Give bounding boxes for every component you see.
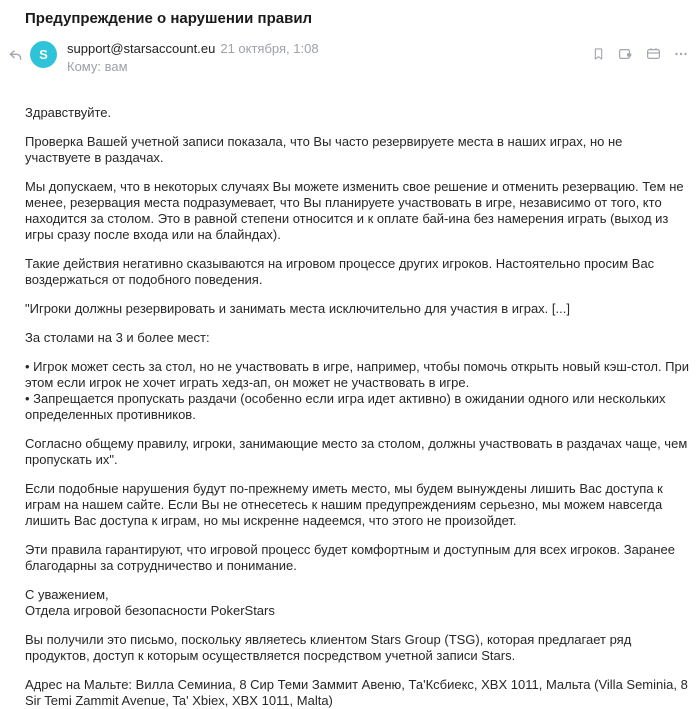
paragraph: Такие действия негативно сказываются на игровом процессе других игроков. Настоятельно просим Вас воздержаться от подобного поведения.: [25, 256, 655, 287]
paragraph-greeting: Здравствуйте.: [25, 105, 112, 120]
signature-line: С уважением,: [25, 587, 109, 602]
folder-move-icon[interactable]: [618, 47, 633, 61]
recipient-label: Кому: вам: [67, 59, 128, 74]
signature: [25, 587, 690, 619]
paragraph-quote-end: Согласно общему правилу, игроки, занимающие место за столом, должны участвовать в раздачах чаще, чем пропускать их".: [25, 436, 688, 467]
message-actions: [592, 47, 688, 61]
paragraph: Если подобные нарушения будут по-прежнему иметь место, мы будем вынуждены лишить Вас доступа к играм на нашем сайте. Если Вы не отнесетесь к нашим предупреждениям серьезно, мы можем навсегда лишить Вас доступа к играм, но мы искренне надеемся, что этого не произойдет.: [25, 481, 663, 528]
message-date: 21 октября, 1:08: [220, 41, 319, 56]
message-header: [0, 28, 700, 74]
bullet-item: • Запрещается пропускать раздачи (особенно если игра идет активно) в ожидании одного или нескольких определенных противников.: [25, 391, 666, 422]
email-subject: Предупреждение о нарушении правил: [25, 10, 313, 27]
email-body: [0, 74, 700, 709]
more-icon[interactable]: [674, 47, 688, 61]
bullet-list: [25, 359, 690, 423]
reply-icon[interactable]: [8, 48, 23, 68]
paragraph: Мы допускаем, что в некоторых случаях Вы можете изменить свое решение и отменить резервацию. Тем не менее, резервация места подразумевает, что Вы планируете участвовать в игре, независимо от того, кто находится за столом. Это в равной степени относится и к оплате бай-ина без намерения играть (выход из игры сразу после входа или на блайндах).: [25, 179, 684, 242]
archive-icon[interactable]: [646, 47, 661, 61]
paragraph: Проверка Вашей учетной записи показала, что Вы часто резервируете места в наших играх, но не участвуете в раздачах.: [25, 134, 623, 165]
paragraph-quote: "Игроки должны резервировать и занимать места исключительно для участия в играх. [...]: [25, 301, 570, 316]
sender-email[interactable]: support@starsaccount.eu: [67, 41, 216, 56]
paragraph-footer: Вы получили это письмо, поскольку являетесь клиентом Stars Group (TSG), которая предлагает ряд продуктов, доступ к которым осуществляется посредством учетной записи Stars.: [25, 632, 632, 663]
bookmark-icon[interactable]: [592, 47, 605, 61]
signature-line: Отдела игровой безопасности PokerStars: [25, 603, 275, 618]
paragraph: Эти правила гарантируют, что игровой процесс будет комфортным и доступным для всех игроков. Заранее благодарны за сотрудничество и понимание.: [25, 542, 675, 573]
sender-avatar[interactable]: S: [30, 41, 57, 68]
bullet-item: • Игрок может сесть за стол, но не участвовать в игре, например, чтобы помочь открыть новый кэш-стол. При этом если игрок не хочет играть хедз-ап, он может не участвовать в игре.: [25, 359, 689, 390]
sender-block: [67, 41, 592, 74]
paragraph: За столами на 3 и более мест:: [25, 330, 210, 345]
paragraph-address: Адрес на Мальте: Вилла Семиниа, 8 Сир Теми Заммит Авеню, Та'Ксбиекс, XBX 1011, Мальта (Villa Seminia, 8 Sir Temi Zammit Avenue, Ta' Xbiex, XBX 1011, Malta): [25, 677, 688, 708]
